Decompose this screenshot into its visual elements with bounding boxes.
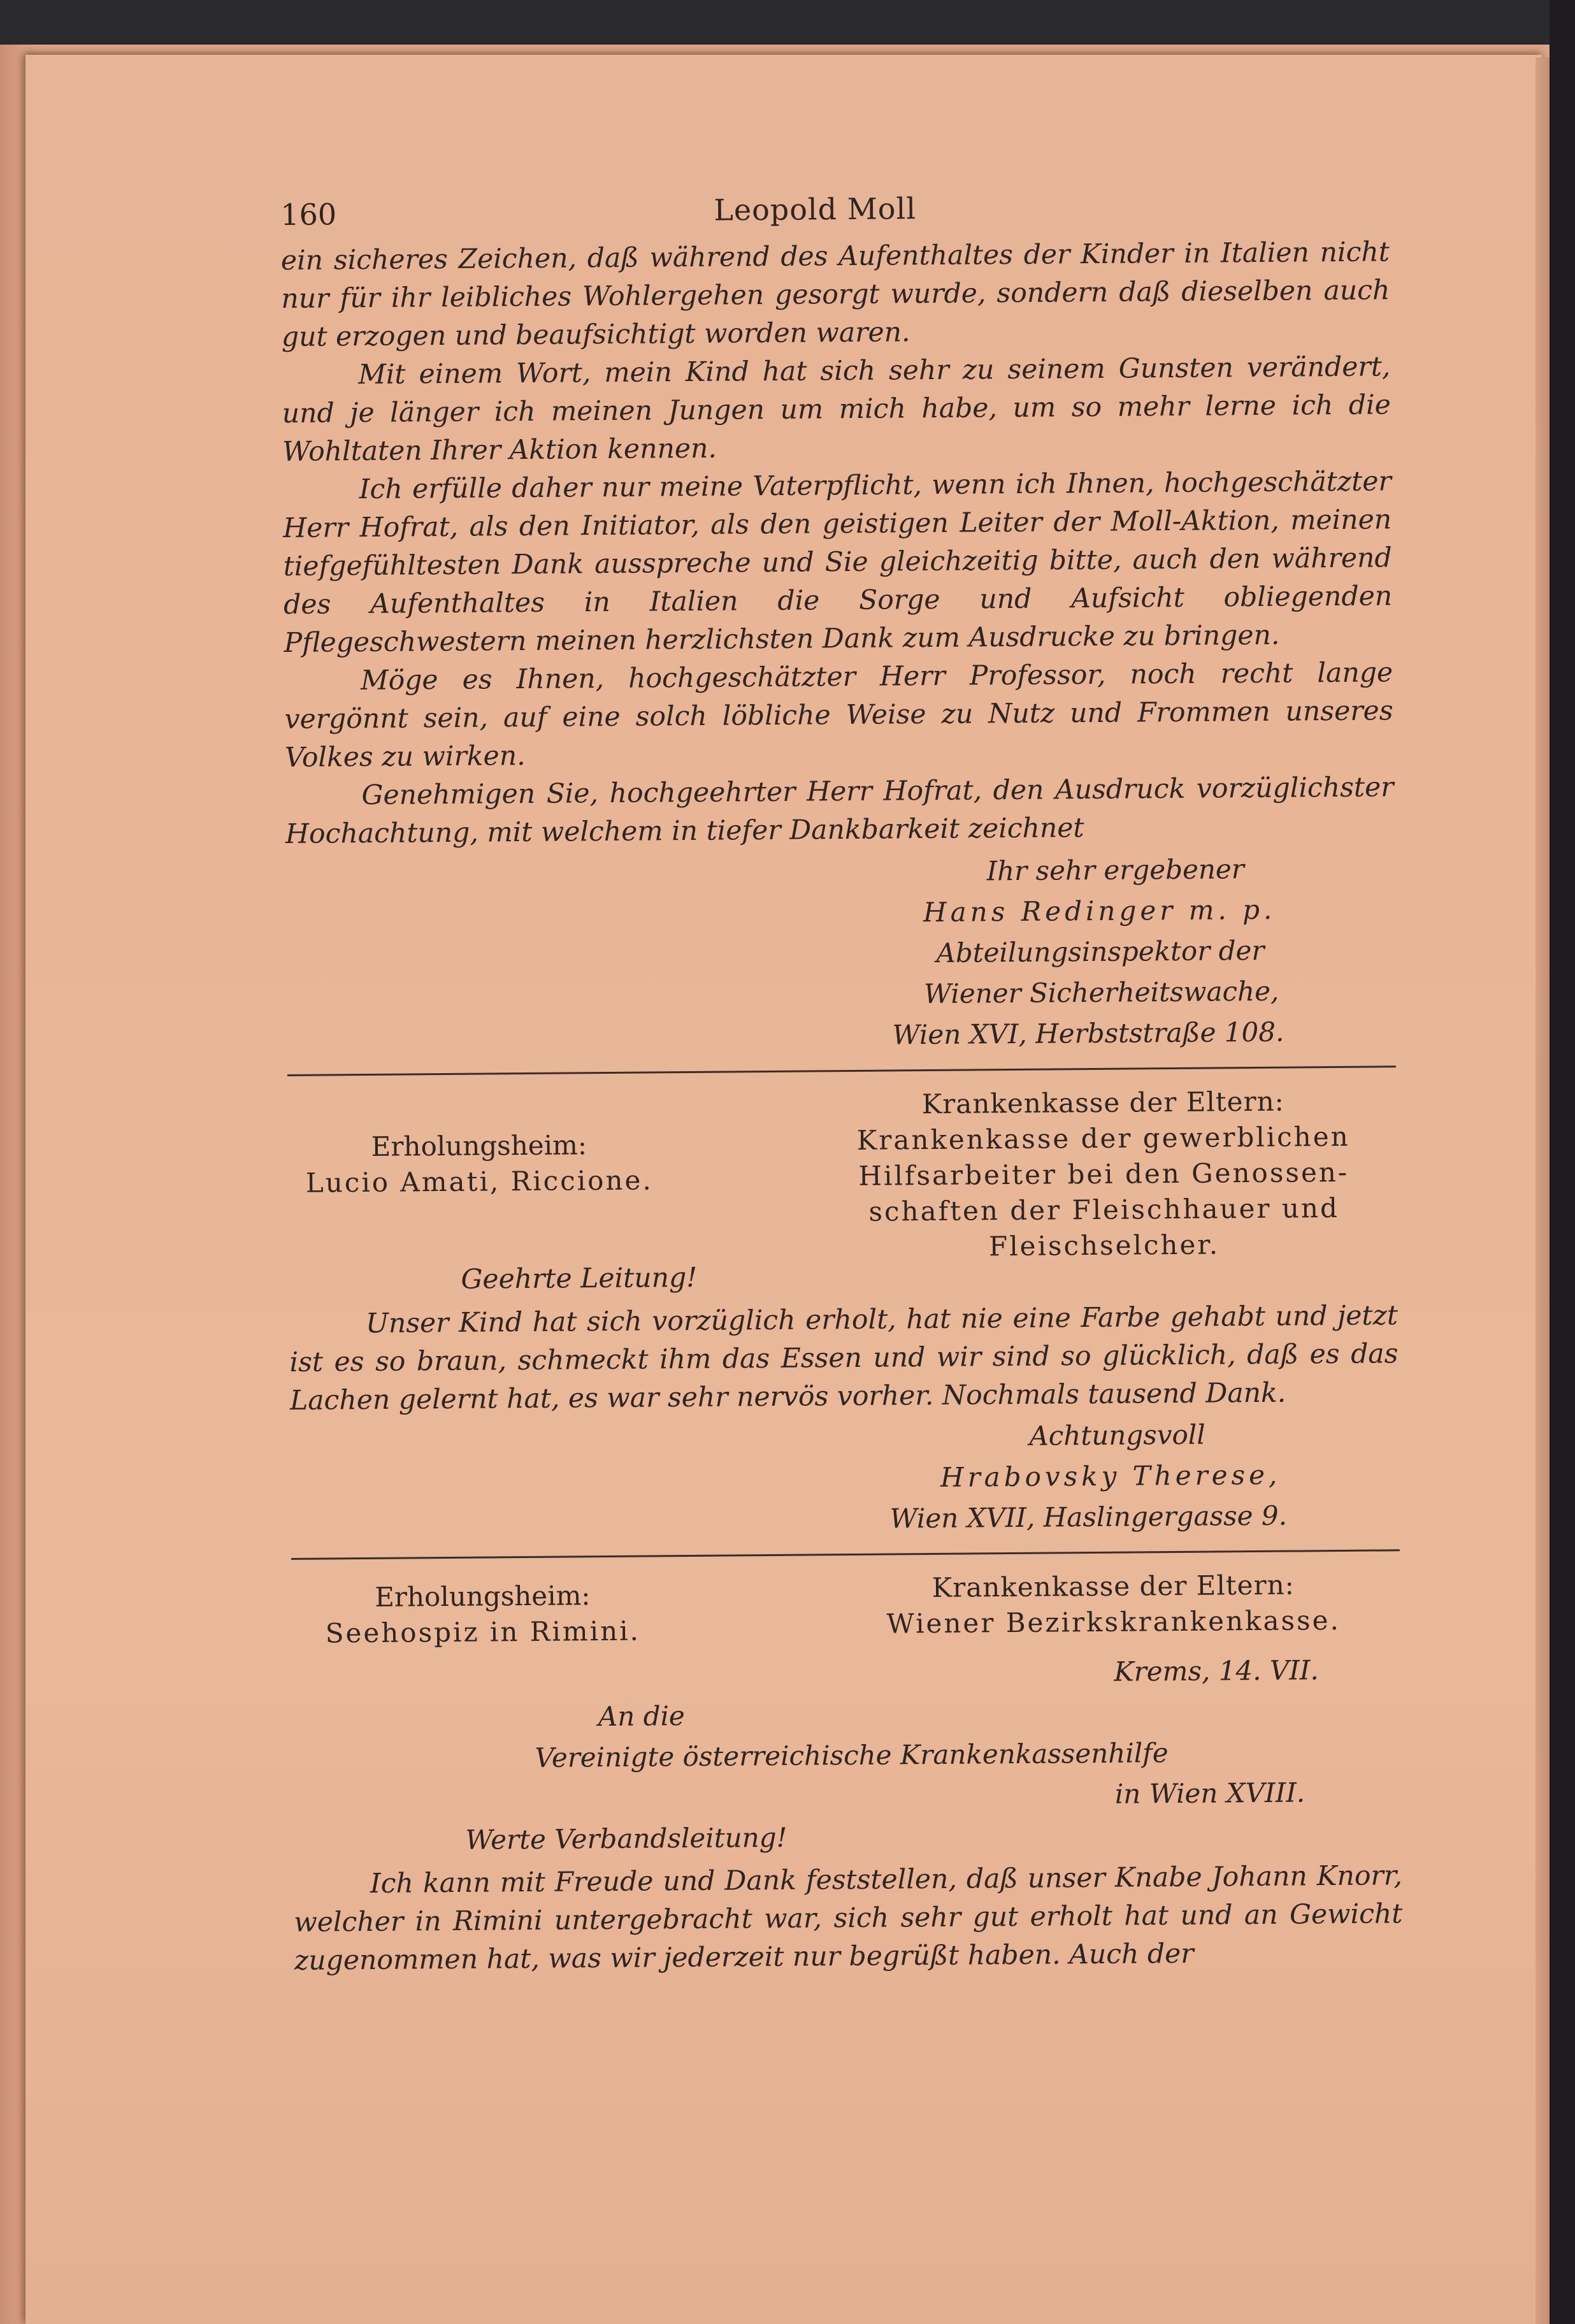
paragraph: Genehmigen Sie, hochgeehrter Herr Hofrat, den Ausdruck vorzüglichster Hochachtung, mit welchem in tiefer Dankbarkeit zeichnet — [285, 772, 1394, 850]
paragraph: ein sicheres Zeichen, daß während des Aufenthaltes der Kinder in Italien nicht nur für ihr leibliches Wohlergehen gesorgt wurde, sondern daß dieselben auch gut erzogen und beaufsichtigt worden waren. — [280, 236, 1390, 353]
signer-name: Hans Redinger m. p. — [923, 893, 1276, 928]
closing-line: Ihr sehr ergebener — [986, 853, 1245, 887]
recovery-home — [291, 1577, 674, 1652]
signer-address: Wien XVII, Haslingergasse 9. — [889, 1499, 1288, 1534]
letter-3 — [291, 1566, 1403, 1981]
page-header — [280, 176, 1390, 242]
fund-line: schaften der Fleischhauer und — [868, 1192, 1340, 1227]
paragraph: Mit einem Wort, mein Kind hat sich sehr zu seinem Gunsten verändert, und je länger ich meinen Jungen um mich habe, um so mehr lerne ich die Wohltaten Ihrer Aktion kennen. — [282, 351, 1391, 468]
section-divider — [291, 1549, 1400, 1560]
closing-line: Achtungsvoll — [1029, 1418, 1205, 1452]
paragraph: Unser Kind hat sich vorzüglich erholt, hat nie eine Farbe gehabt und jetzt ist es so braun, schmeckt ihm das Essen und wir sind so glücklich, daß es das Lachen gelernt hat, es war sehr nervös vorher. Nochmals tausend Dank. — [289, 1300, 1399, 1417]
signer-organization: Wiener Sicherheitswache, — [923, 975, 1279, 1010]
letter-3-heading — [291, 1566, 1400, 1658]
home-label: Erholungsheim: — [375, 1580, 591, 1613]
fund-line: Krankenkasse der gewerblichen — [856, 1120, 1350, 1156]
page-content — [280, 176, 1403, 1981]
home-label: Erholungsheim: — [371, 1129, 587, 1162]
fund-label: Krankenkasse der Eltern: — [921, 1085, 1285, 1120]
paragraph: Möge es Ihnen, hochgeschätzter Herr Professor, noch recht lange vergönnt sein, auf eine solch löbliche Weise zu Nutz und Frommen unseres Volkes zu wirken. — [284, 657, 1393, 774]
home-name: Lucio Amati, Riccione. — [305, 1164, 653, 1199]
letter-1 — [281, 233, 1396, 1060]
scan-background-right — [1550, 0, 1575, 2324]
letter-3-address — [292, 1649, 1402, 1862]
fund-line: Fleischselcher. — [988, 1229, 1220, 1262]
letter-2 — [287, 1083, 1400, 1544]
addressee-line: Vereinigte österreichische Krankenkassenhilfe — [535, 1737, 1169, 1773]
signature-block — [290, 1413, 1399, 1544]
home-name: Seehospiz in Rimini. — [325, 1615, 641, 1649]
fund-line: Hilfsarbeiter bei den Genossen- — [858, 1156, 1349, 1192]
letter-2-heading — [287, 1083, 1397, 1262]
page-number: 160 — [280, 197, 337, 232]
salutation: Werte Verbandsleitung! — [465, 1821, 788, 1856]
health-fund — [826, 1566, 1400, 1642]
addressee-line: An die — [598, 1700, 685, 1733]
running-title: Leopold Moll — [714, 191, 917, 227]
salutation: Geehrte Leitung! — [461, 1262, 698, 1296]
paragraph: Ich kann mit Freude und Dank feststellen, daß unser Knabe Johann Knorr, welcher in Rimini untergebracht war, sich sehr gut erholt hat und an Gewicht zugenommen hat, was wir jederzeit nur begrüßt haben. Auch der — [294, 1860, 1403, 1977]
signer-address: Wien XVI, Herbststraße 108. — [892, 1016, 1284, 1051]
signature-block — [285, 848, 1395, 1060]
section-divider — [287, 1065, 1396, 1076]
place-date: Krems, 14. VII. — [1114, 1654, 1319, 1687]
recovery-home — [288, 1127, 671, 1201]
health-fund — [810, 1083, 1397, 1266]
signer-name: Hrabovsky Therese, — [940, 1459, 1281, 1493]
fund-name: Wiener Bezirkskrankenkasse. — [886, 1605, 1341, 1640]
addressee-line: in Wien XVIII. — [1114, 1777, 1305, 1810]
signer-role: Abteilungsinspektor der — [936, 934, 1265, 969]
paragraph: Ich erfülle daher nur meine Vaterpflicht, wenn ich Ihnen, hochgeschätzter Herr Hofrat, als den Initiator, als den geistigen Leiter der Moll-Aktion, meinen tiefgefühltesten Dank ausspreche und Sie gleichzeitig bitte, auch den während des Aufenthaltes in Italien die Sorge und Aufsicht obliegenden Pflegeschwestern meinen herzlichsten Dank zum Ausdrucke zu bringen. — [283, 466, 1393, 659]
fund-label: Krankenkasse der Eltern: — [931, 1569, 1295, 1604]
